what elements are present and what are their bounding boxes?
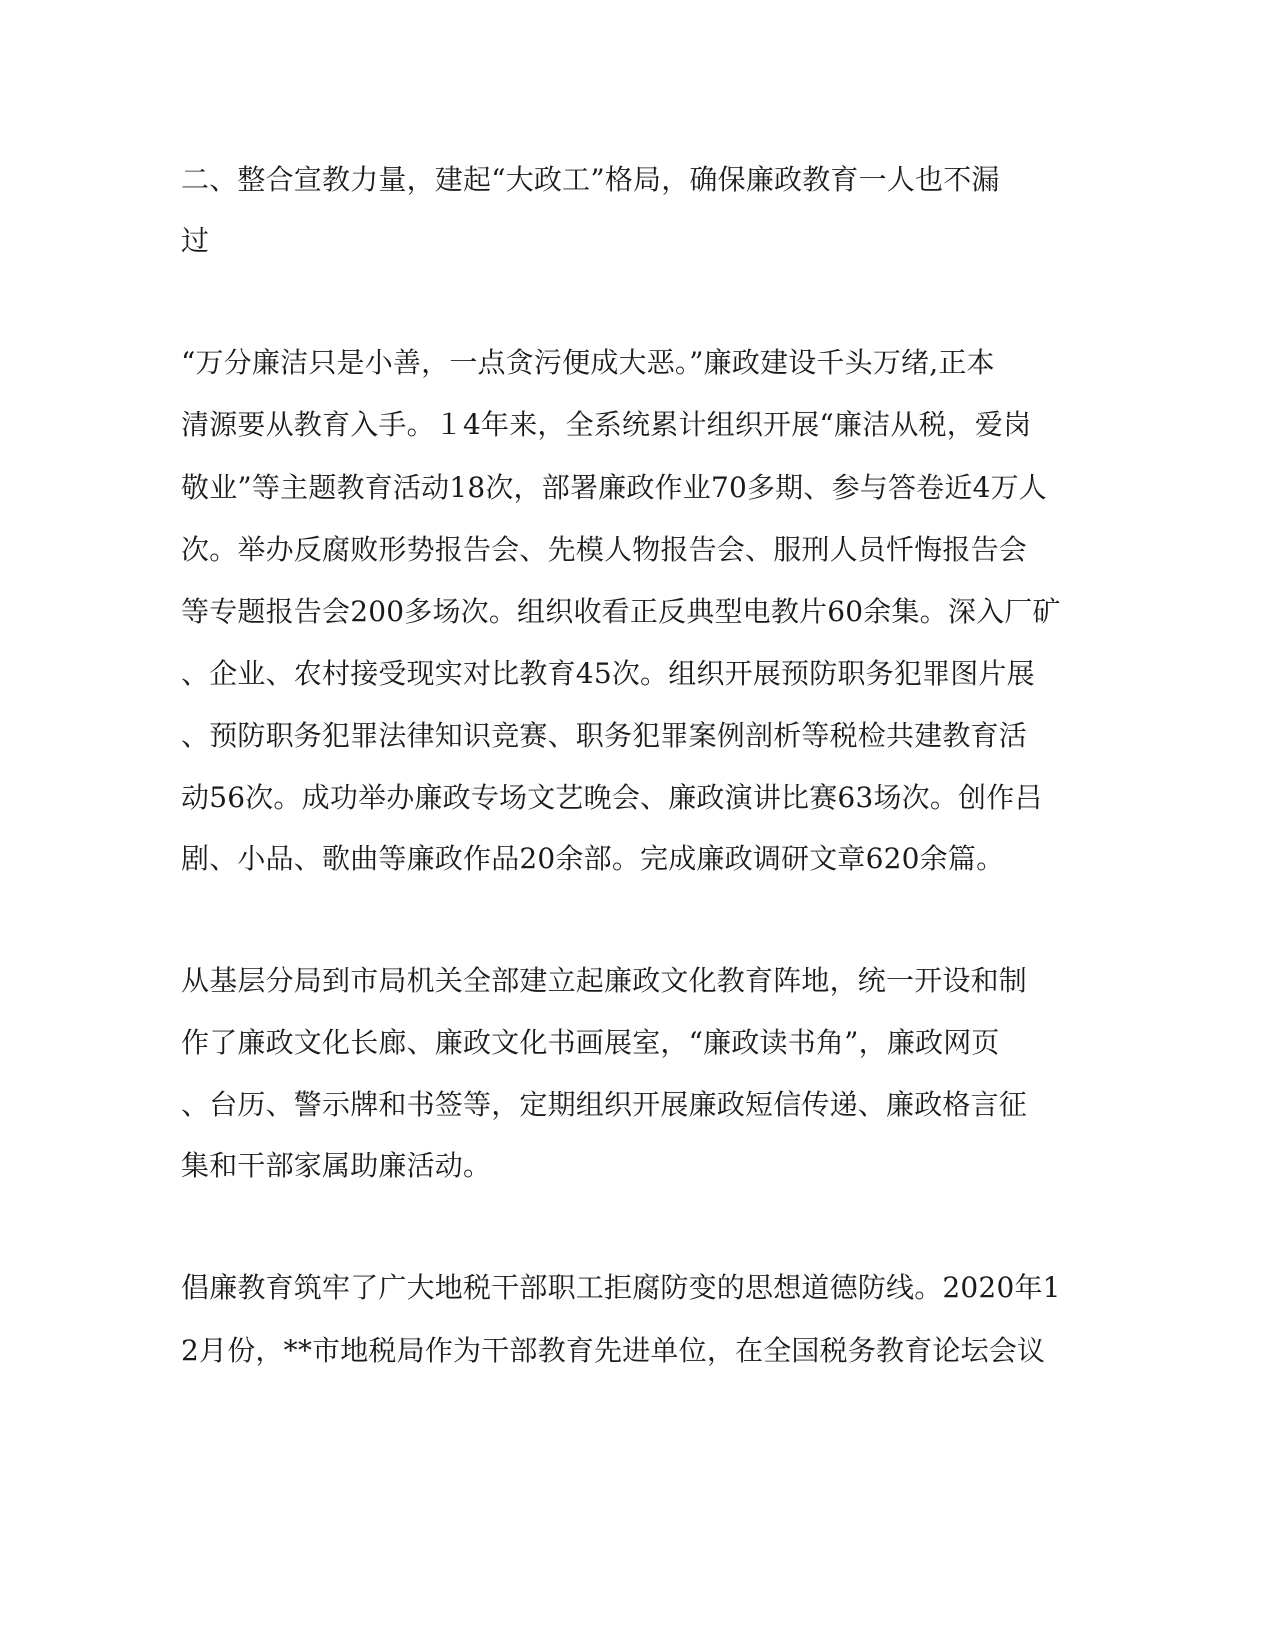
- paragraph-1-line-8: 动56次。成功举办廉政专场文艺晚会、廉政演讲比赛63场次。创作吕: [181, 781, 1043, 814]
- section-heading-line-2: 过: [181, 224, 210, 257]
- paragraph-1-line-7: 、预防职务犯罪法律知识竞赛、职务犯罪案例剖析等税检共建教育活: [181, 719, 1028, 752]
- paragraph-3-line-2: 2月份，**市地税局作为干部教育先进单位，在全国税务教育论坛会议: [181, 1334, 1046, 1367]
- paragraph-1-line-2: 清源要从教育入手。１4年来，全系统累计组织开展“廉洁从税，爱岗: [181, 408, 1032, 441]
- paragraph-2-line-3: 、台历、警示牌和书签等，定期组织开展廉政短信传递、廉政格言征: [181, 1088, 1028, 1121]
- paragraph-2-line-1: 从基层分局到市局机关全部建立起廉政文化教育阵地，统一开设和制: [181, 964, 1028, 997]
- paragraph-1-line-4: 次。举办反腐败形势报告会、先模人物报告会、服刑人员忏悔报告会: [181, 533, 1028, 566]
- paragraph-2-line-4: 集和干部家属助廉活动。: [181, 1149, 492, 1182]
- paragraph-1-line-6: 、企业、农村接受现实对比教育45次。组织开展预防职务犯罪图片展: [181, 657, 1035, 690]
- paragraph-1-line-9: 剧、小品、歌曲等廉政作品20余部。完成廉政调研文章620余篇。: [181, 842, 1005, 875]
- section-heading-line-1: 二、整合宣教力量，建起“大政工”格局，确保廉政教育一人也不漏: [181, 163, 1000, 196]
- paragraph-1-line-1: “万分廉洁只是小善，一点贪污便成大恶。”廉政建设千头万绪,正本: [181, 346, 995, 379]
- paragraph-1-line-3: 敬业”等主题教育活动18次，部署廉政作业70多期、参与答卷近4万人: [181, 471, 1047, 504]
- paragraph-2-line-2: 作了廉政文化长廊、廉政文化书画展室，“廉政读书角”，廉政网页: [181, 1026, 1000, 1059]
- paragraph-3-line-1: 倡廉教育筑牢了广大地税干部职工拒腐防变的思想道德防线。2020年1: [181, 1271, 1061, 1304]
- paragraph-1-line-5: 等专题报告会200多场次。组织收看正反典型电教片60余集。深入厂矿: [181, 595, 1061, 628]
